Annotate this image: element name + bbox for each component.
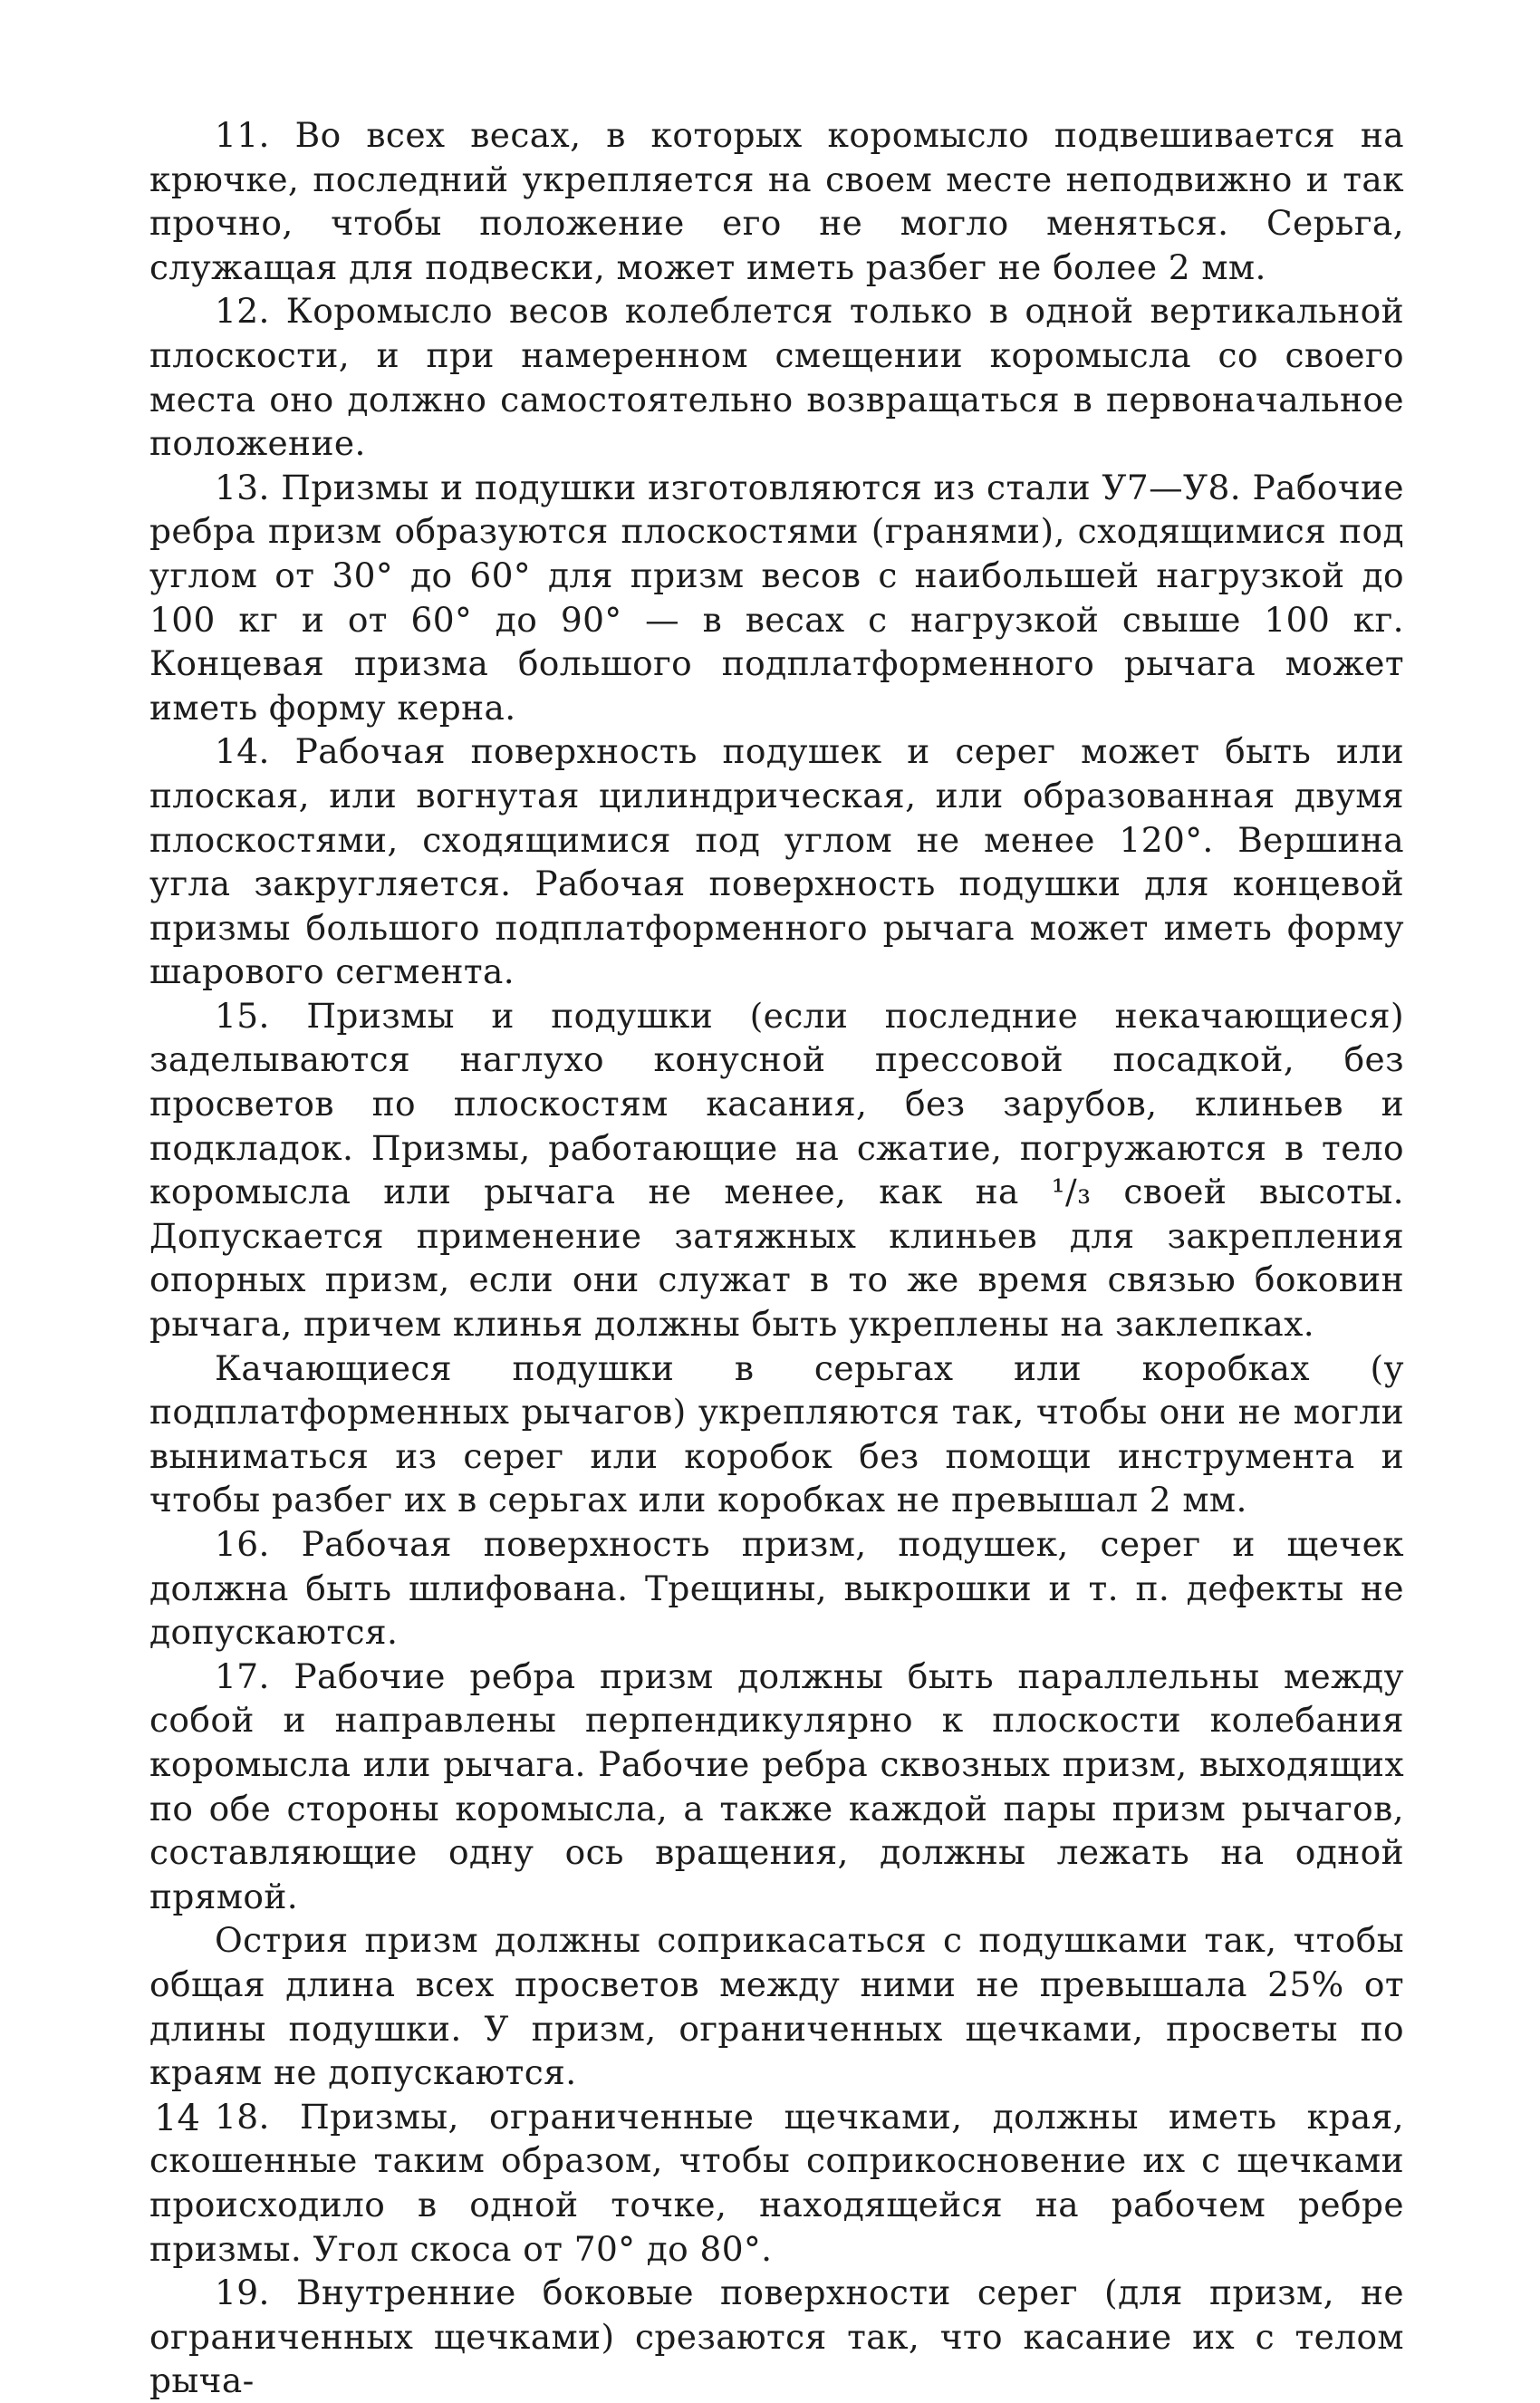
paragraph-18: 18. Призмы, ограниченные щечками, должны иметь края, скошенные таким образом, чтобы соприкосновение их с щечками происходило в одной точке, находящейся на рабочем ребре призмы. Угол скоса от 70° до 80°. <box>149 2096 1404 2269</box>
paragraph-17-continued: Острия призм должны соприкасаться с подушками так, чтобы общая длина всех просветов между ними не превышала 25% от длины подушки. У призм, ограниченных щечками, просветы по краям не допускаются. <box>149 1920 1404 2093</box>
paragraph-17: 17. Рабочие ребра призм должны быть параллельны между собой и направлены перпендикулярно к плоскости колебания коромысла или рычага. Рабочие ребра сквозных призм, выходящих по обе стороны коромысла, а также каждой пары призм рычагов, составляющие одну ось вращения, должны лежать на одной прямой. <box>149 1655 1404 1916</box>
paragraph-13: 13. Призмы и подушки изготовляются из стали У7—У8. Рабочие ребра призм образуются плоскостями (гранями), сходящимися под углом от 30° до 60° для призм весов с наибольшей нагрузкой до 100 кг и от 60° до 90° — в весах с нагрузкой свыше 100 кг. Концевая призма большого подплатформенного рычага может иметь форму керна. <box>149 467 1404 728</box>
paragraph-14: 14. Рабочая поверхность подушек и серег может быть или плоская, или вогнутая цилиндрическая, или образованная двумя плоскостями, сходящимися под углом не менее 120°. Вершина угла закругляется. Рабочая поверхность подушки для концевой призмы большого подплатформенного рычага может иметь форму шарового сегмента. <box>149 731 1404 992</box>
page-number: 14 <box>154 2098 200 2139</box>
paragraph-15-continued: Качающиеся подушки в серьгах или коробках (у подплатформенных рычагов) укрепляются так, чтобы они не могли выниматься из серег или коробок без помощи инструмента и чтобы разбег их в серьгах или коробках не превышал 2 мм. <box>149 1347 1404 1520</box>
paragraph-15: 15. Призмы и подушки (если последние некачающиеся) заделываются наглухо конусной прессовой посадкой, без просветов по плоскостям касания, без зарубов, клиньев и подкладок. Призмы, работающие на сжатие, погружаются в тело коромысла или рычага не менее, как на ¹/₃ своей высоты. Допускается применение затяжных клиньев для закрепления опорных призм, если они служат в то же время связью боковин рычага, причем клинья должны быть укреплены на заклепках. <box>149 995 1404 1345</box>
page-body <box>149 113 1404 2401</box>
paragraph-16: 16. Рабочая поверхность призм, подушек, серег и щечек должна быть шлифована. Трещины, выкрошки и т. п. дефекты не допускаются. <box>149 1524 1404 1653</box>
paragraph-12: 12. Коромысло весов колеблется только в одной вертикальной плоскости, и при намеренном смещении коромысла со своего места оно должно самостоятельно возвращаться в первоначальное положение. <box>149 291 1404 464</box>
paragraph-11: 11. Во всех весах, в которых коромысло подвешивается на крючке, последний укрепляется на своем месте неподвижно и так прочно, чтобы положение его не могло меняться. Серьга, служащая для подвески, может иметь разбег не более 2 мм. <box>149 115 1404 287</box>
paragraph-19: 19. Внутренние боковые поверхности серег (для призм, не ограниченных щечками) срезаются так, что касание их с телом рыча- <box>149 2273 1404 2401</box>
